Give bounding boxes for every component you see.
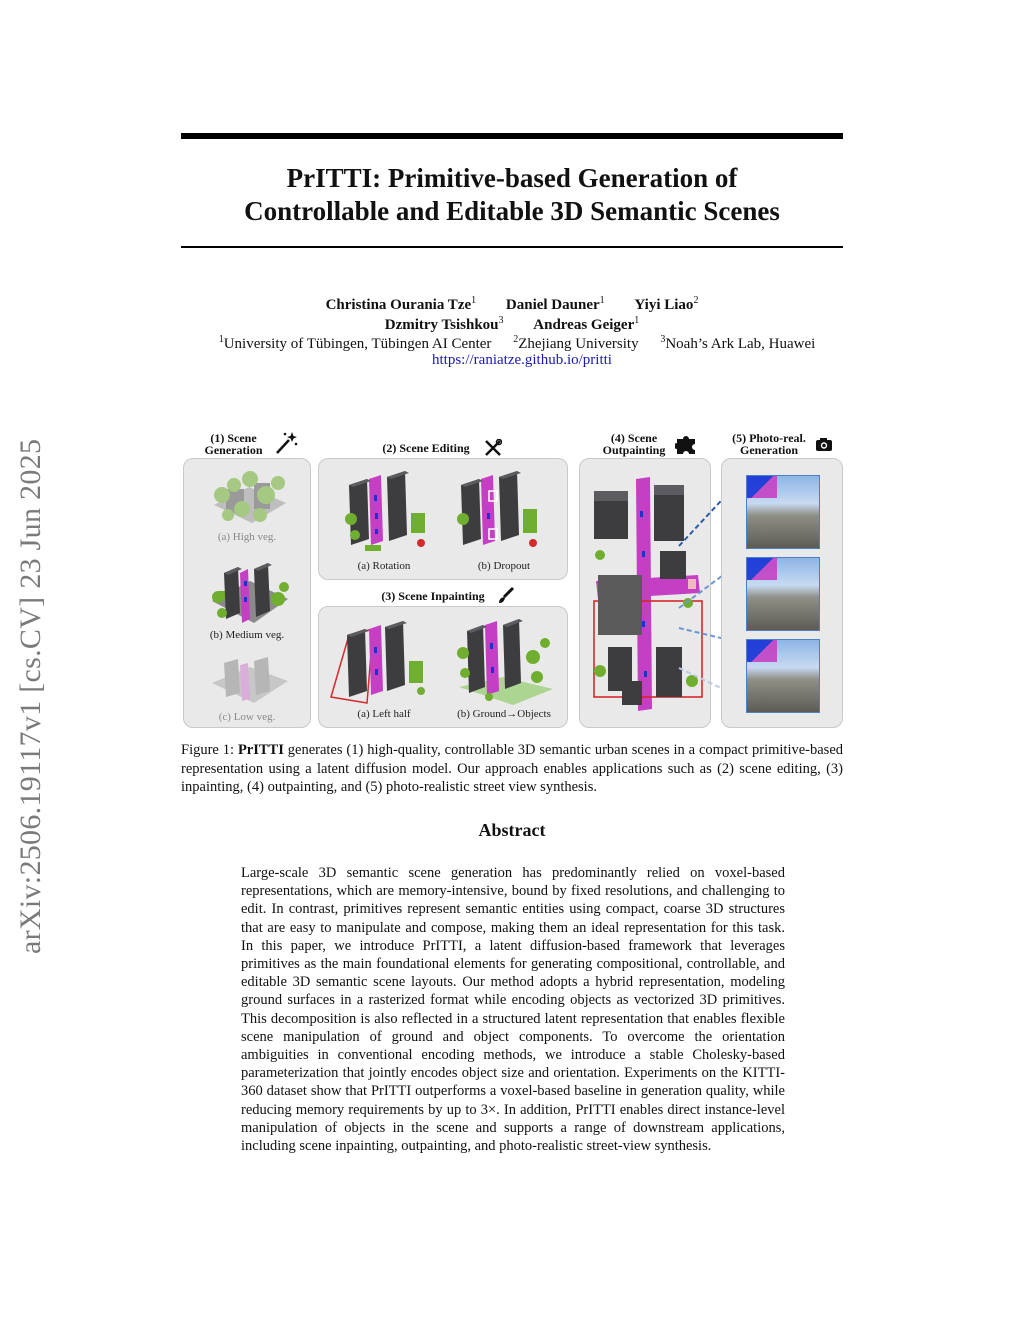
paper-title <box>181 162 843 228</box>
author: Andreas Geiger$^1$ <box>533 315 640 333</box>
magic-wand-icon <box>274 430 298 456</box>
abstract-body: Large-scale 3D semantic scene generation has predominantly relied on voxel-based representations, which are memory-intensive, bound by fixed resolutions, and challenging to edit. In contrast, primitives represent semantic entities using compact, coarse 3D structures that are easy to manipulate and compose, making them an ideal representation for this task. In this paper, we introduce PrITTI, a latent diffusion-based framework that leverages primitives as the main foundational elements for generating compositional, controllable, and editable 3D semantic scene layouts. Our method adopts a hybrid representation, modeling ground surfaces in a rasterized format while encoding objects as vectorized 3D primitives. This decomposition is also reflected in a structured latent representation that enables flexible scene manipulation of ground and object components. To overcome the orientation ambiguities in conventional encoding methods, we introduce a stable Cholesky-based parameterization that jointly encodes object size and orientation. Experiments on the KITTI-360 dataset show that PrITTI outperforms a voxel-based baseline in generation quality, while reducing memory requirements by up to 3×. In addition, PrITTI enables direct instance-level manipulation of objects in the scene and supports a range of downstream applications, including scene inpainting, outpainting, and photo-realistic street-view synthesis. <box>241 865 785 1155</box>
panel-scene-editing <box>318 458 568 580</box>
panel1-label-b: (b) Medium veg. <box>209 629 285 641</box>
affiliation: $^2$Zhejiang University <box>513 334 639 352</box>
tools-icon <box>484 439 502 457</box>
title-rule-top <box>181 133 843 139</box>
scene-thumb-dropout <box>453 469 553 564</box>
affiliation: $^3$Noah’s Ark Lab, Huawei <box>660 334 816 352</box>
caption-bold: PrITTI <box>237 742 284 758</box>
panel2-label-b: (b) Dropout <box>477 560 531 572</box>
street-view-photo-3 <box>746 639 820 713</box>
project-url-link[interactable]: https://raniatze.github.io/pritti <box>432 352 612 368</box>
panel-photo-real-generation <box>721 458 843 728</box>
panel1-label-a: (a) High veg. <box>217 531 277 543</box>
panel3-label-a: (a) Left half <box>357 708 411 720</box>
caption-label: Figure 1: <box>181 742 235 758</box>
panel1-title: (1) Scene Generation <box>204 431 263 457</box>
panel-scene-inpainting <box>318 606 568 728</box>
figure-1 <box>181 428 843 733</box>
caption-text: generates (1) high-quality, controllable 3D semantic urban scenes in a compact primitive-based representation using a latent diffusion model. Our approach enables applications such as (2) scene editing, (3) inpainting, (4) outpainting, and (5) photo-realistic street view synthesis. <box>181 742 844 795</box>
puzzle-piece-icon <box>675 435 697 455</box>
panel3-title: (3) Scene Inpainting <box>381 589 485 603</box>
title-line-2: Controllable and Editable 3D Semantic Scenes <box>244 196 780 226</box>
author: Daniel Dauner$^1$ <box>505 295 605 313</box>
authors-row-1 <box>181 295 843 314</box>
scene-thumb-rotation <box>341 469 441 564</box>
abstract-heading: Abstract <box>478 820 546 840</box>
affiliation: $^1$University of Tübingen, Tübingen AI Center <box>218 334 492 352</box>
authors-row-2 <box>181 315 843 334</box>
figure-caption <box>181 741 843 797</box>
panel-scene-generation <box>183 458 311 728</box>
author: Christina Ourania Tze$^1$ <box>325 295 477 313</box>
scene-thumb-low-veg <box>204 649 294 709</box>
scene-thumb-high-veg <box>204 465 294 530</box>
camera-icon <box>815 437 833 452</box>
panel4-title: (4) Scene Outpainting <box>602 431 666 457</box>
panel3-label-b: (b) Ground→Objects <box>457 708 551 720</box>
author: Dzmitry Tsishkou$^3$ <box>384 315 504 333</box>
scene-thumb-left-half <box>327 617 437 707</box>
scene-thumb-ground-objects <box>453 617 559 707</box>
panel1-label-c: (c) Low veg. <box>218 711 276 723</box>
panel2-title: (2) Scene Editing <box>382 441 470 455</box>
panel2-label-a: (a) Rotation <box>357 560 411 572</box>
author: Yiyi Liao$^2$ <box>634 295 699 313</box>
scene-thumb-medium-veg <box>204 551 294 631</box>
title-line-1: PrITTI: Primitive-based Generation of <box>286 163 738 193</box>
arxiv-identifier: arXiv:2506.19117v1 [cs.CV] 23 Jun 2025 <box>14 438 47 954</box>
street-view-photo-1 <box>746 475 820 549</box>
affiliations <box>181 334 853 353</box>
panel5-title: (5) Photo-real. Generation <box>732 431 806 457</box>
title-rule-bottom <box>181 246 843 248</box>
paintbrush-icon <box>497 586 515 604</box>
street-view-photo-2 <box>746 557 820 631</box>
